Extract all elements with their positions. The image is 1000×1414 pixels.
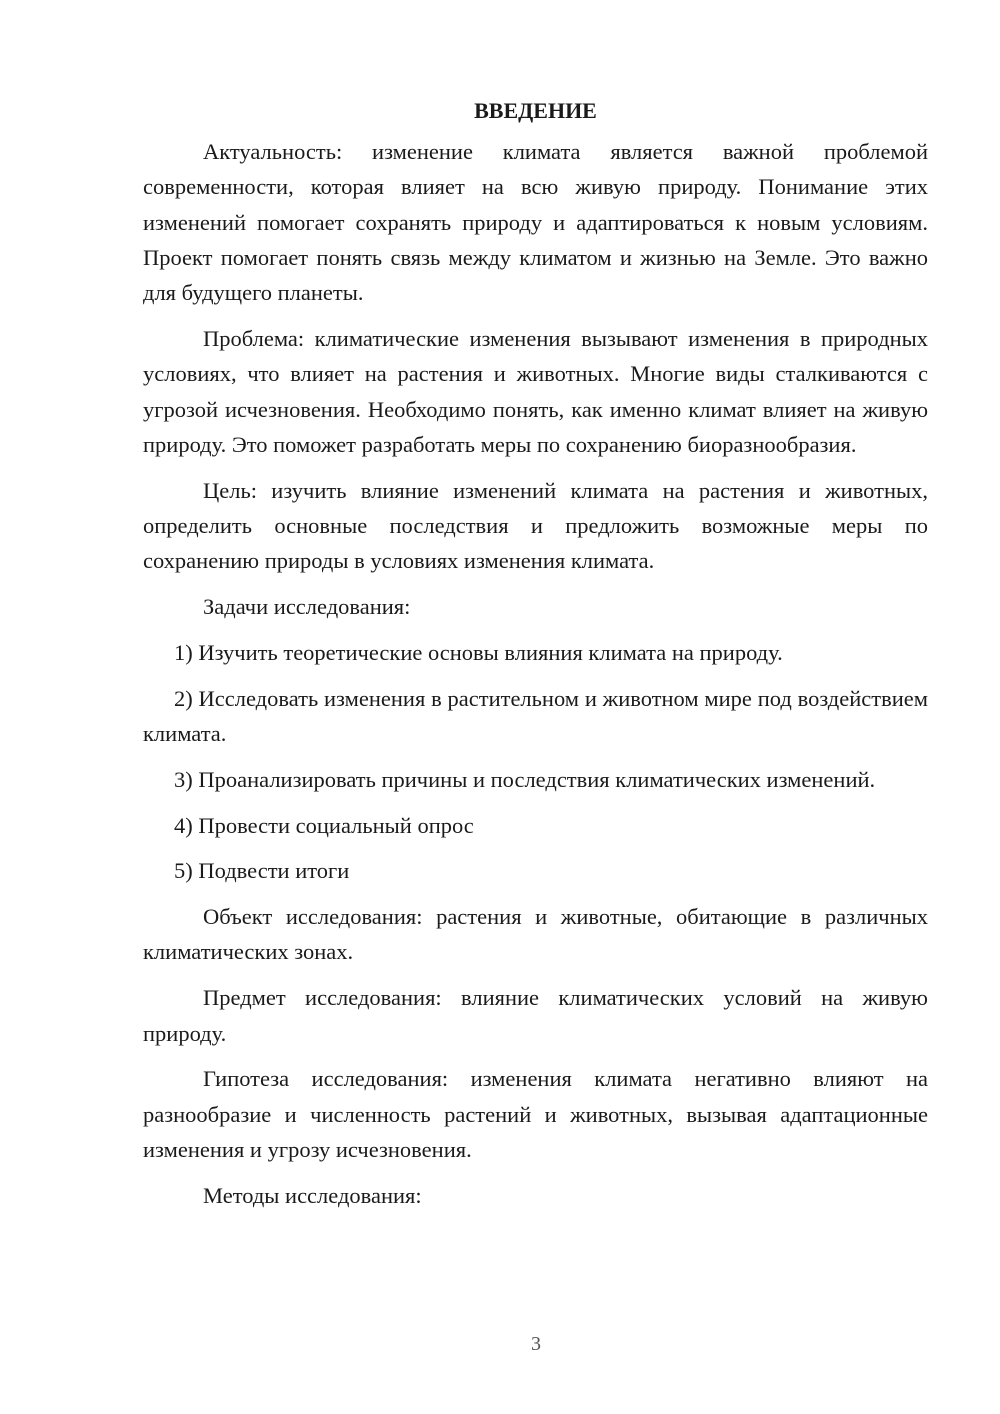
task-item-3: 3) Проанализировать причины и последствия климатических изменений.: [174, 766, 876, 792]
document-title: ВВЕДЕНИЕ: [474, 98, 597, 123]
paragraph-problem: Проблема: климатические изменения вызывают изменения в природных условиях, что влияет на растения и животных. Многие виды сталкиваются с угрозой исчезновения. Необходимо понять, как именно климат влияет на живую природу. Это поможет разработать меры по сохранению биоразнообразия.: [143, 325, 928, 457]
task-item-5: 5) Подвести итоги: [174, 858, 350, 884]
task-item-4: 4) Провести социальный опрос: [174, 812, 474, 838]
paragraph-relevance: Актуальность: изменение климата является важной проблемой современности, которая влияет на всю живую природу. Понимание этих изменений помогает сохранять природу и адаптироваться к новым условиям. Проект помогает понять связь между климатом и жизнью на Земле. Это важно для будущего планеты.: [143, 139, 928, 306]
paragraph-object: Объект исследования: растения и животные, обитающие в различных климатических зонах.: [143, 904, 928, 965]
page-number: 3: [531, 1333, 541, 1355]
task-item-2: 2) Исследовать изменения в растительном и животном мире под воздействием климата.: [143, 685, 928, 746]
document-page: [143, 94, 928, 1224]
paragraph-hypothesis: Гипотеза исследования: изменения климата негативно влияют на разнообразие и численность растений и животных, вызывая адаптационные изменения и угрозу исчезновения.: [143, 1066, 928, 1162]
paragraph-methods: Методы исследования:: [203, 1182, 422, 1208]
paragraph-subject: Предмет исследования: влияние климатических условий на живую природу.: [143, 985, 928, 1046]
task-item-1: 1) Изучить теоретические основы влияния климата на природу.: [174, 639, 783, 665]
paragraph-goal: Цель: изучить влияние изменений климата на растения и животных, определить основные последствия и предложить возможные меры по сохранению природы в условиях изменения климата.: [143, 477, 928, 574]
paragraph-tasks-heading: Задачи исследования:: [203, 594, 411, 620]
